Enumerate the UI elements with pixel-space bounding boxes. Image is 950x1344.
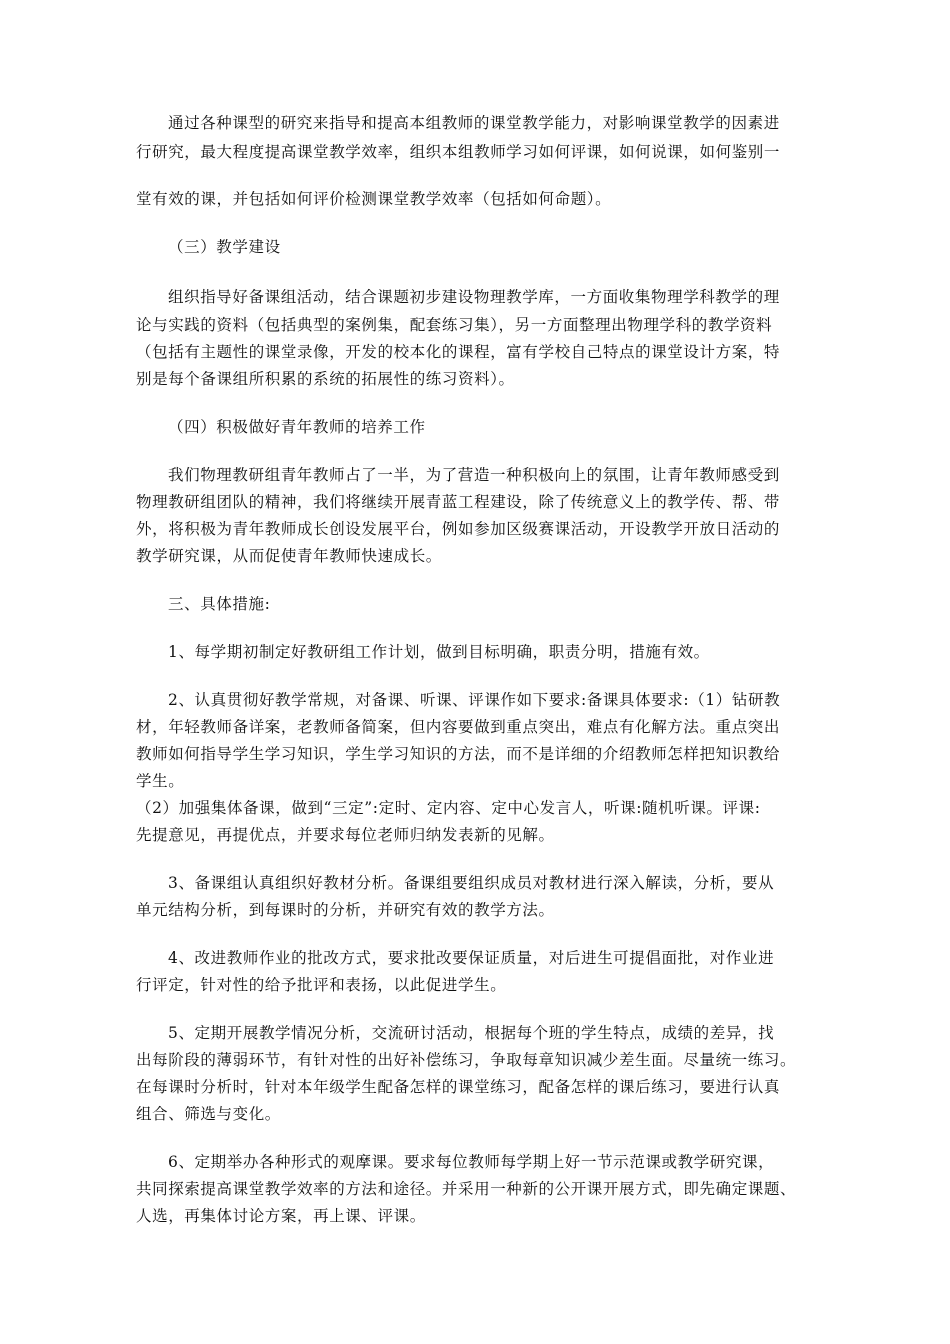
text-line: 材，年轻教师备详案，老教师备简案，但内容要做到重点突出，难点有化解方法。重点突出 [136, 718, 781, 736]
text-line: 外，将积极为青年教师成长创设发展平台，例如参加区级赛课活动，开设教学开放日活动的 [136, 520, 781, 538]
text-line: 通过各种课型的研究来指导和提高本组教师的课堂教学能力，对影响课堂教学的因素进 [168, 114, 780, 132]
text-line: 单元结构分析，到每课时的分析，并研究有效的教学方法。 [136, 901, 555, 919]
text-line: 教师如何指导学生学习知识，学生学习知识的方法，而不是详细的介绍教师怎样把知识教给 [136, 745, 781, 763]
text-line: （包括有主题性的课堂录像，开发的校本化的课程，富有学校自己特点的课堂设计方案，特 [136, 343, 781, 361]
text-line: 人选，再集体讨论方案，再上课、评课。 [136, 1207, 426, 1225]
list-item: 6、定期举办各种形式的观摩课。要求每位教师每学期上好一节示范课或教学研究课， [168, 1153, 775, 1171]
section-heading: （四）积极做好青年教师的培养工作 [168, 418, 426, 436]
text-line: 在每课时分析时，针对本年级学生配备怎样的课堂练习，配备怎样的课后练习，要进行认真 [136, 1078, 781, 1096]
text-line: 先提意见，再提优点，并要求每位老师归纳发表新的见解。 [136, 826, 555, 844]
list-item: 4、改进教师作业的批改方式，要求批改要保证质量，对后进生可提倡面批，对作业进 [168, 949, 775, 967]
text-line: 组合、筛选与变化。 [136, 1105, 281, 1123]
text-line: 行研究，最大程度提高课堂教学效率，组织本组教师学习如何评课，如何说课，如何鉴别一 [136, 143, 781, 161]
text-line: 堂有效的课，并包括如何评价检测课堂教学效率（包括如何命题）。 [136, 190, 612, 208]
text-line: 组织指导好备课组活动，结合课题初步建设物理教学库，一方面收集物理学科教学的理 [168, 288, 780, 306]
text-line: 出每阶段的薄弱环节，有针对性的出好补偿练习，争取每章知识减少差生面。尽量统一练习。 [136, 1051, 797, 1069]
list-item: 5、定期开展教学情况分析，交流研讨活动，根据每个班的学生特点，成绩的差异，找 [168, 1024, 775, 1042]
section-heading: （三）教学建设 [168, 238, 281, 256]
text-line: 学生。 [136, 772, 185, 790]
text-line: 共同探索提高课堂教学效率的方法和途径。并采用一种新的公开课开展方式，即先确定课题、 [136, 1180, 797, 1198]
text-line: 论与实践的资料（包括典型的案例集，配套练习集），另一方面整理出物理学科的教学资料 [136, 316, 773, 334]
text-line: 物理教研组团队的精神，我们将继续开展青蓝工程建设，除了传统意义上的教学传、帮、带 [136, 493, 781, 511]
text-line: 我们物理教研组青年教师占了一半，为了营造一种积极向上的氛围，让青年教师感受到 [168, 466, 780, 484]
list-item: 3、备课组认真组织好教材分析。备课组要组织成员对教材进行深入解读，分析，要从 [168, 874, 775, 892]
text-line: （2）加强集体备课，做到“三定”:定时、定内容、定中心发言人，听课:随机听课。评课: [136, 799, 761, 817]
list-item: 2、认真贯彻好教学常规，对备课、听课、评课作如下要求:备课具体要求:（1）钻研教 [168, 691, 781, 709]
section-heading: 三、具体措施: [168, 595, 271, 613]
text-line: 行评定，针对性的给予批评和表扬，以此促进学生。 [136, 976, 507, 994]
text-line: 别是每个备课组所积累的系统的拓展性的练习资料）。 [136, 370, 515, 388]
list-item: 1、每学期初制定好教研组工作计划，做到目标明确，职责分明，措施有效。 [168, 643, 710, 661]
text-line: 教学研究课，从而促使青年教师快速成长。 [136, 547, 442, 565]
